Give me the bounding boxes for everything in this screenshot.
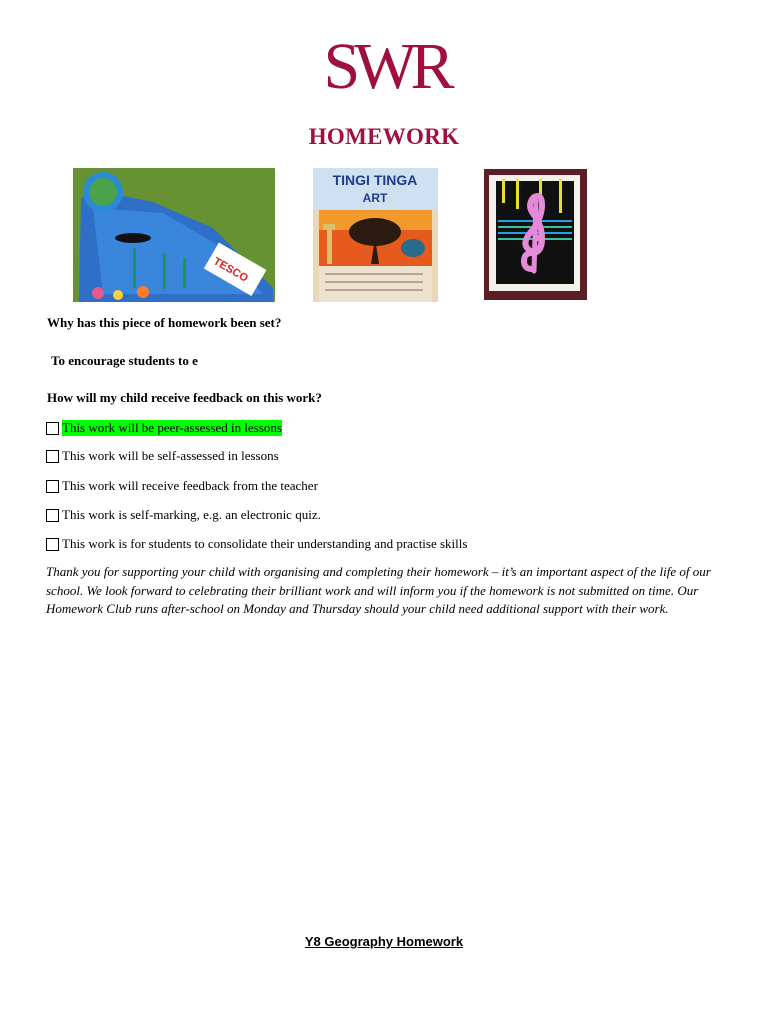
checkbox-teacher-feedback[interactable] [46, 480, 59, 493]
collage-sign-text: TESCO [211, 255, 251, 285]
school-logo [300, 28, 472, 96]
feedback-option-label: This work is self-marking, e.g. an electronic quiz. [62, 507, 321, 522]
feedback-option-label: This work will receive feedback from the teacher [62, 478, 318, 493]
checkbox-self-assessed[interactable] [46, 450, 59, 463]
recycled-collage-artwork [73, 168, 275, 302]
feedback-question-heading: How will my child receive feedback on this work? [47, 390, 322, 405]
feedback-option-peer-assessed [46, 420, 282, 436]
treble-clef-artwork [484, 169, 587, 300]
checkbox-consolidate[interactable] [46, 538, 59, 551]
feedback-option-consolidate [46, 536, 467, 552]
feedback-option-label: This work is for students to consolidate their understanding and practise skills [62, 536, 468, 551]
page-title: HOMEWORK [308, 124, 460, 149]
why-question-heading: Why has this piece of homework been set? [47, 315, 282, 330]
feedback-option-label: This work will be peer-assessed in lessons [62, 420, 282, 435]
tingatinga-art-artwork [313, 168, 438, 302]
feedback-option-self-marking [46, 507, 321, 523]
feedback-option-teacher [46, 478, 318, 494]
feedback-option-self-assessed [46, 448, 279, 464]
art-banner-text: TINGI TINGA [332, 172, 418, 188]
checkbox-peer-assessed[interactable] [46, 422, 59, 435]
feedback-option-label: This work will be self-assessed in lessons [62, 448, 279, 463]
why-answer-text: To encourage students to e [51, 353, 198, 368]
checkbox-self-marking[interactable] [46, 509, 59, 522]
logo-text: SWR [323, 30, 449, 96]
thank-you-paragraph: Thank you for supporting your child with organising and completing their homework – it’s an important aspect of the life of our school. We look forward to celebrating their brilliant work and will inform you if the homework is not submitted on time. Our Homework Club runs after-school on Monday and Thursday should your child need additional support with their work. [46, 564, 711, 616]
footer-title: Y8 Geography Homework [304, 934, 464, 949]
art-banner-text-2: ART [362, 191, 388, 205]
